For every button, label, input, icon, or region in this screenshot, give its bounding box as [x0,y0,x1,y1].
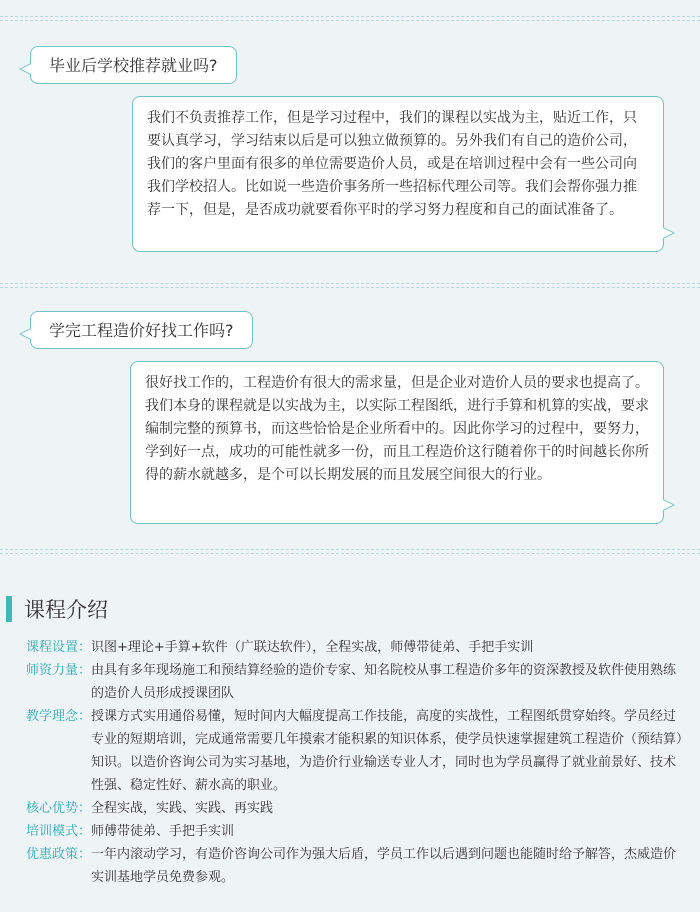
course-section-title: 课程介绍 [24,598,108,622]
info-row-training-mode [26,820,686,843]
info-value: 授课方式实用通俗易懂，短时间内大幅度提高工作技能，高度的实战性，工程图纸贯穿始终。学员经过专业的短期培训，完成通常需要几年摸索才能积累的知识体系，使学员快速掌握建筑工程造价（预结算）知识。以造价咨询公司为实习基地，为造价行业输送专业人才，同时也为学员赢得了就业前景好、技术性强、稳定性好、薪水高的职业。 [91,709,683,793]
info-row-core-advantage [26,797,686,820]
faq-question-2 [30,311,253,349]
info-value: 师傅带徒弟、手把手实训 [91,824,235,839]
faq-question-text: 学完工程造价好找工作吗? [49,321,234,340]
speech-tail [19,328,31,340]
heading-accent-bar [6,596,12,622]
info-row-curriculum [26,636,686,659]
faq-question-1 [30,46,237,84]
info-value: 一年内滚动学习，有造价咨询公司作为强大后盾，学员工作以后遇到问题也能随时给予解答，杰威造价实训基地学员免费参观。 [91,847,677,885]
info-label: 核心优势： [26,801,92,816]
faq-question-text: 毕业后学校推荐就业吗? [49,56,218,75]
info-label: 优惠政策： [26,847,92,862]
course-info-list [26,636,686,889]
info-label: 课程设置： [26,640,92,655]
course-section-heading [6,594,108,624]
info-label: 培训模式： [26,824,92,839]
faq-answer-text: 我们不负责推荐工作，但是学习过程中，我们的课程以实战为主，贴近工作，只要认真学习，学习结束以后是可以独立做预算的。另外我们有自己的造价公司，我们的客户里面有很多的单位需要造价人员，或是在培训过程中会有一些公司向我们学校招人。比如说一些造价事务所一些招标代理公司等。我们会帮你强力推荐一下，但是，是否成功就要看你平时的学习努力程度和自己的面试准备了。 [147,110,637,218]
info-row-teaching-philosophy [26,705,686,797]
faq-answer-1 [132,96,664,252]
faq-answer-2 [130,361,664,524]
info-label: 师资力量： [26,663,92,678]
info-row-discount-policy [26,843,686,889]
faq-answer-text: 很好找工作的，工程造价有很大的需求量，但是企业对造价人员的要求也提高了。我们本身的课程就是以实战为主，以实际工程图纸，进行手算和机算的实战，要求编制完整的预算书，而这些恰恰是企业所看中的。因此你学习的过程中，要努力，学到好一点，成功的可能性就多一份，而且工程造价这行随着你干的时间越长你所得的薪水就越多，是个可以长期发展的而且发展空间很大的行业。 [145,375,649,483]
divider-middle [0,283,700,284]
divider-top [0,16,700,17]
speech-tail [19,63,31,75]
info-value: 识图+理论+手算+软件（广联达软件），全程实战，师傅带徒弟、手把手实训 [91,640,534,655]
speech-tail [663,499,675,511]
info-value: 全程实战，实践、实践、再实践 [91,801,274,816]
info-value: 由具有多年现场施工和预结算经验的造价专家、知名院校从事工程造价多年的资深教授及软件使用熟练的造价人员形成授课团队 [91,663,677,701]
divider-bottom [0,549,700,550]
info-row-faculty [26,659,686,705]
speech-tail [663,227,675,239]
info-label: 教学理念： [26,709,92,724]
